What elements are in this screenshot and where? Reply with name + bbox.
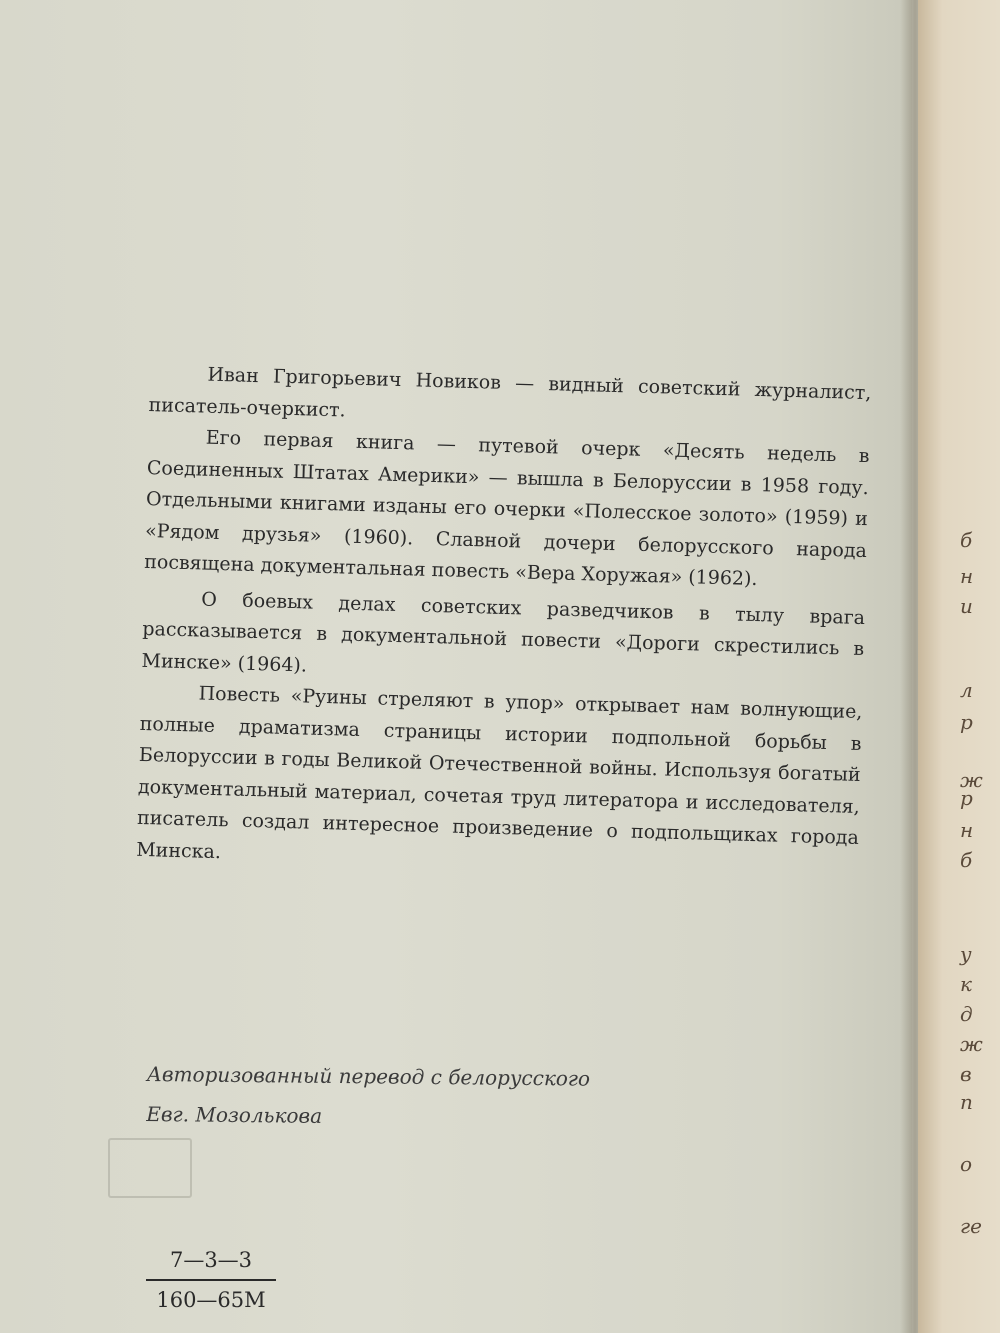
facing-letter: л (960, 678, 973, 702)
facing-letter: и (960, 594, 973, 618)
translator-name: Евг. Мозолькова (146, 1101, 323, 1128)
facing-letter: б (960, 528, 973, 552)
facing-letter: д (960, 1002, 973, 1026)
index-code-denominator: 160—65М (146, 1279, 276, 1315)
facing-letter: ж (960, 768, 983, 792)
facing-letter: о (960, 1152, 973, 1176)
translation-line: Авторизованный перевод с белорусского (146, 1061, 591, 1091)
facing-letter: ге (960, 1214, 982, 1238)
index-code (146, 1245, 276, 1315)
facing-page (918, 0, 1000, 1333)
faded-stamp (108, 1138, 192, 1198)
paragraph-scouts: О боевых делах советских разведчиков в тылу врага рассказывается в документальной повести «Дороги скрестились в Минске» (1964). (141, 588, 866, 676)
paragraph-books: Его первая книга — путевой очерк «Десять недель в Соединенных Штатах Америки» — вышла в Белоруссии в 1958 году. Отдельными книгами изданы его очерки «Полесское золото» (1959) и «Рядом друзья» (1960). Славной дочери белорусского народа посвящена документальная повесть «Вера Хоружая» (1962). (143, 426, 870, 591)
facing-letter: ж (960, 1032, 983, 1056)
facing-letter: у (960, 942, 972, 966)
facing-letter: б (960, 848, 973, 872)
facing-letter: н (960, 564, 974, 588)
facing-letter: в (960, 1062, 972, 1086)
facing-letter: к (960, 972, 972, 996)
paragraph-intro: Иван Григорьевич Новиков — видный советский журналист, писатель-очеркист. (148, 363, 872, 421)
annotation-text (136, 358, 872, 886)
index-code-numerator: 7—3—3 (169, 1248, 253, 1272)
paragraph-ruins: Повесть «Руины стреляют в упор» открывает нам волнующие, полные драматизма страницы истории подпольной борьбы в Белоруссии в годы Великой Отечественной войны. Используя богатый документальный материал, сочетая труд литератора и исследователя, писатель создал интересное произведение о подпольщиках города Минска. (135, 682, 863, 863)
translation-credit (146, 1054, 787, 1141)
facing-letter: р (960, 710, 973, 734)
facing-letter: п (960, 1090, 973, 1114)
facing-letter: н (960, 818, 974, 842)
facing-letter: р (960, 786, 973, 810)
